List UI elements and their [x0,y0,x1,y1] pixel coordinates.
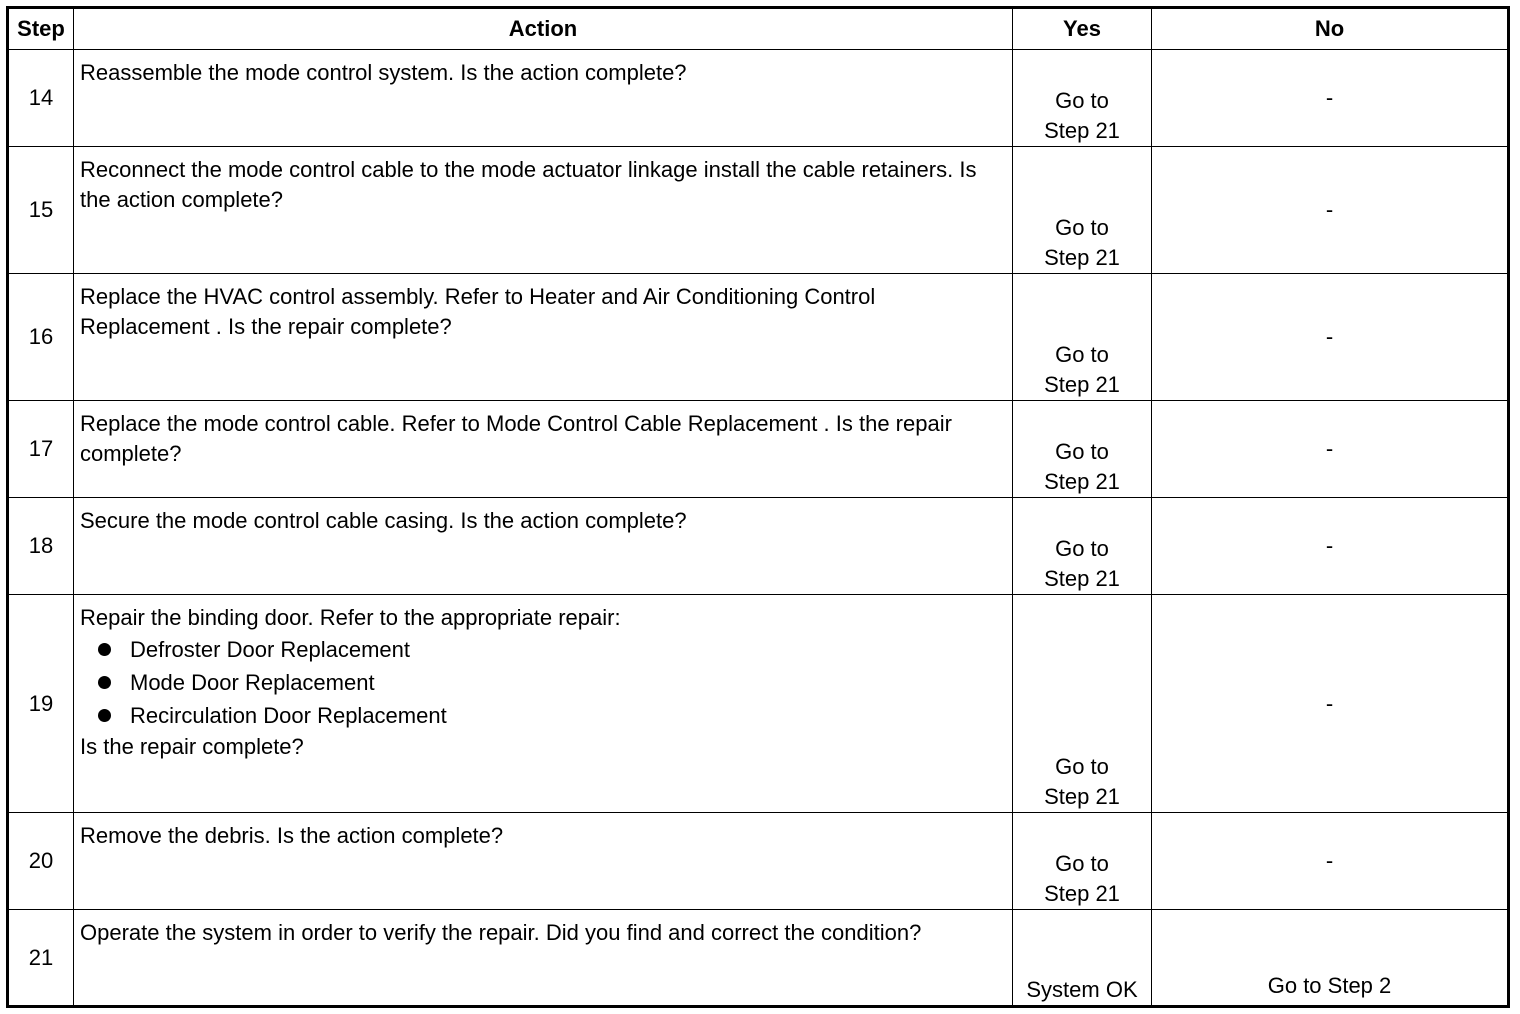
yes-text: Step 21 [1044,372,1120,397]
yes-text: Go to [1055,88,1109,113]
action-text: Remove the debris. [80,823,271,848]
no-cell: - [1152,274,1509,401]
step-number: 20 [8,813,74,910]
table-row [8,50,1509,147]
action-text: Repair the binding door. Refer to the appropriate repair: [80,605,621,630]
action-text: Replace the HVAC control assembly. Refer to Heater and Air Conditioning Control [80,284,876,309]
table-row [8,147,1509,274]
yes-cell [1013,50,1152,147]
table-row [8,910,1509,1007]
bullet-text: Recirculation Door Replacement [130,703,447,728]
bullet-text: Mode Door Replacement [130,670,375,695]
question-text: Is the repair complete? [227,314,452,339]
step-number: 19 [8,595,74,813]
step-number: 16 [8,274,74,401]
action-cell [74,910,1013,1007]
yes-cell [1013,274,1152,401]
action-cell [74,813,1013,910]
no-cell: - [1152,401,1509,498]
yes-text: Go to [1055,215,1109,240]
yes-text: Go to [1055,536,1109,561]
step-number: 21 [8,910,74,1007]
yes-text: Step 21 [1044,469,1120,494]
action-cell [74,498,1013,595]
yes-cell [1013,595,1152,813]
bullet-icon [98,676,111,689]
question-text: Is the action complete? [276,823,504,848]
yes-cell [1013,813,1152,910]
bullet-list [80,633,1004,732]
question-text: Did you find and correct the condition? [545,920,922,945]
no-cell: - [1152,50,1509,147]
yes-cell [1013,401,1152,498]
action-text: Secure the mode control cable casing. [80,508,455,533]
action-text: retainers. [861,157,954,182]
bullet-icon [98,709,111,722]
header-no: No [1152,8,1509,50]
header-row [8,8,1509,50]
no-cell: Go to Step 2 [1152,910,1509,1007]
yes-text: Step 21 [1044,118,1120,143]
header-action: Action [74,8,1013,50]
no-cell: - [1152,147,1509,274]
step-number: 17 [8,401,74,498]
table-row [8,498,1509,595]
yes-text: Go to [1055,342,1109,367]
yes-text: Step 21 [1044,881,1120,906]
action-text: Reconnect the mode control cable to the mode actuator linkage install the cable [80,157,856,182]
yes-text: Step 21 [1044,566,1120,591]
step-number: 15 [8,147,74,274]
action-cell [74,274,1013,401]
no-cell: - [1152,813,1509,910]
yes-text: Step 21 [1044,245,1120,270]
yes-text: Go to [1055,439,1109,464]
list-item [98,666,1004,699]
table-row [8,274,1509,401]
diagnostic-table [6,6,1510,1008]
no-cell: - [1152,595,1509,813]
yes-cell [1013,147,1152,274]
list-item [98,633,1004,666]
action-cell [74,401,1013,498]
question-text: Is the action complete? [460,60,687,85]
yes-text: Go to [1055,754,1109,779]
question-text: Is the action complete? [460,508,687,533]
question-text: Is the action complete? [80,157,977,212]
table-row [8,401,1509,498]
action-text: Replace the mode control cable. Refer to Mode Control Cable Replacement . [80,411,830,436]
header-yes: Yes [1013,8,1152,50]
yes-cell [1013,910,1152,1007]
question-text: Is the repair complete? [80,411,952,466]
action-cell [74,50,1013,147]
header-step: Step [8,8,74,50]
step-number: 14 [8,50,74,147]
action-cell [74,595,1013,813]
yes-text: Step 21 [1044,784,1120,809]
no-cell: - [1152,498,1509,595]
yes-text: Go to [1055,851,1109,876]
yes-text: System OK [1026,977,1138,1002]
action-cell [74,147,1013,274]
action-text: Operate the system in order to verify the repair. [80,920,540,945]
action-text: Reassemble the mode control system. [80,60,455,85]
step-number: 18 [8,498,74,595]
action-text: Replacement . [80,314,222,339]
list-item [98,699,1004,732]
bullet-text: Defroster Door Replacement [130,637,411,662]
table-row [8,595,1509,813]
yes-cell [1013,498,1152,595]
question-text: Is the repair complete? [80,734,304,759]
table-row [8,813,1509,910]
bullet-icon [98,643,111,656]
